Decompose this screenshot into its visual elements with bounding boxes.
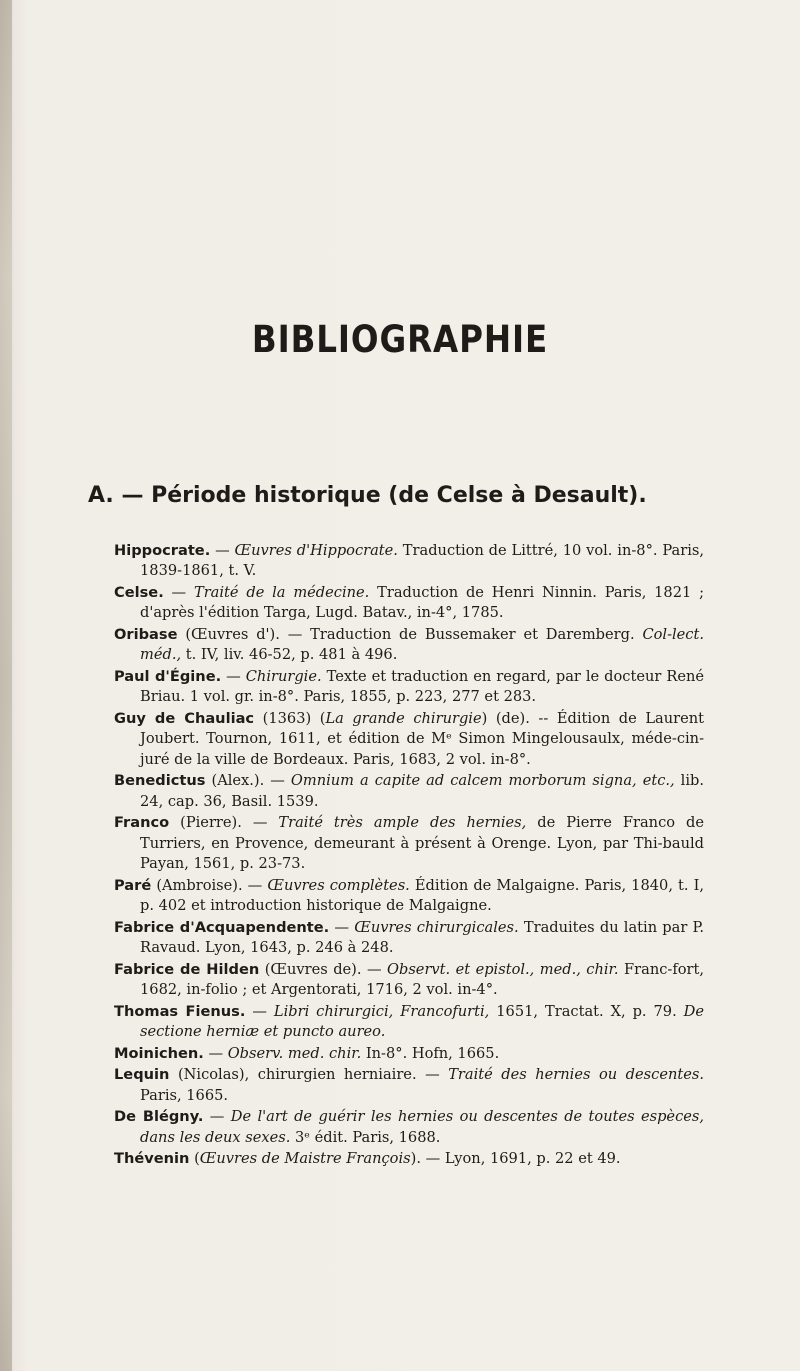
entry-work-title: Œuvres chirurgicales. [354, 918, 519, 936]
entry-work-title: Libri chirurgici, Francofurti, [273, 1002, 490, 1020]
entry-author: Paul d'Égine. [114, 668, 222, 685]
entry-work-title: La grande chirurgie [325, 710, 482, 727]
bibliography-entry [114, 1002, 704, 1043]
entry-text: ) (de). -- Édition de Laurent Joubert. Tournon, 1611, et édition de Mᵉ Simon Mingelousaulx, méde-cin-juré de la ville de Bordeaux. Paris, 1683, 2 vol. in-8°. [140, 710, 704, 768]
entry-text: Édition de Malgaigne. Paris, 1840, t. I, p. 402 et introduction historique de Malgaigne. [140, 876, 704, 915]
entry-work-title: Observt. et epistol., med., chir. [387, 960, 619, 978]
entry-text: In-8°. Hofn, 1665. [361, 1044, 500, 1062]
entry-work-title: Col-lect. méd., [140, 626, 704, 664]
bibliography-entry [114, 876, 704, 917]
entry-text: — [163, 584, 194, 601]
entry-text: — [221, 668, 246, 685]
entry-author: Benedictus [114, 772, 206, 790]
entry-text: (Alex.). — [205, 772, 291, 790]
bibliography-entry [114, 813, 704, 874]
bibliography-entry [114, 709, 704, 770]
entry-author: De Blégny. [114, 1108, 204, 1126]
bibliography-entry [114, 918, 704, 959]
entry-author: Paré [114, 876, 152, 894]
entry-work-title: Traité très ample des hernies, [278, 814, 527, 832]
entry-work-title: Œuvres de Maistre François [199, 1150, 411, 1168]
entry-text: (Nicolas), chirurgien herniaire. — [169, 1066, 449, 1084]
page-title: BIBLIOGRAPHIE [251, 318, 549, 361]
bibliography-list [114, 541, 704, 1171]
entry-text: Traduction de Littré, 10 vol. in-8°. Paris, 1839-1861, t. V. [140, 542, 704, 580]
entry-work-title: Observ. med. chir. [227, 1044, 362, 1062]
entry-text: (Pierre). — [169, 814, 279, 832]
entry-text: t. IV, liv. 46-52, p. 481 à 496. [181, 646, 398, 664]
entry-work-title: De l'art de guérir les hernies ou descentes de toutes espèces, dans les deux sexes. [140, 1108, 705, 1146]
entry-text: — [203, 1044, 228, 1062]
entry-text: (1363) ( [254, 710, 326, 727]
entry-author: Moinichen. [114, 1044, 204, 1062]
bibliography-entry [114, 960, 704, 1001]
entry-author: Thomas Fienus. [114, 1002, 246, 1020]
entry-text: (Ambroise). — [151, 876, 268, 894]
entry-author: Lequin [114, 1066, 170, 1084]
bibliography-entry [114, 1065, 704, 1106]
section-heading: A. — Période historique (de Celse à Desault). [88, 483, 647, 508]
entry-text: 3ᵉ édit. Paris, 1688. [290, 1128, 441, 1146]
bibliography-entry [114, 541, 704, 582]
entry-work-title: De sectione herniæ et puncto aureo. [140, 1002, 705, 1041]
entry-text: Traduction de Henri Ninnin. Paris, 1821 ; d'après l'édition Targa, Lugd. Batav., in-4°, 1785. [140, 584, 705, 622]
bibliography-entry [114, 1149, 704, 1169]
entry-text: — [203, 1108, 231, 1126]
entry-work-title: Omnium a capite ad calcem morborum signa, etc., [290, 772, 675, 790]
entry-author: Thévenin [114, 1150, 190, 1168]
entry-text: 1651, Tractat. X, p. 79. [489, 1002, 684, 1020]
entry-text: (Œuvres d'). — Traduction de Bussemaker et Daremberg. [177, 626, 643, 643]
entry-work-title: Traité des hernies ou descentes. [448, 1066, 704, 1084]
entry-text: — [245, 1002, 274, 1020]
entry-work-title: Œuvres d'Hippocrate. [234, 542, 398, 559]
entry-author: Hippocrate. [114, 542, 211, 559]
entry-text: Franc-fort, 1682, in-folio ; et Argentorati, 1716, 2 vol. in-4°. [140, 960, 704, 999]
entry-text: Traduites du latin par P. Ravaud. Lyon, 1643, p. 246 à 248. [140, 918, 705, 957]
bibliography-entry [114, 667, 704, 708]
entry-text: Paris, 1665. [140, 1086, 229, 1104]
entry-text: lib. 24, cap. 36, Basil. 1539. [140, 772, 705, 810]
entry-text: de Pierre Franco de Turriers, en Provence, demeurant à présent à Orenge. Lyon, par Thi-bauld Payan, 1561, p. 23-73. [140, 814, 704, 873]
entry-work-title: Traité de la médecine. [193, 584, 370, 601]
bibliography-entry [114, 625, 704, 666]
entry-text: ( [189, 1150, 200, 1168]
bibliography-entry [114, 771, 704, 812]
bibliography-entry [114, 583, 704, 624]
entry-author: Fabrice d'Acquapendente. [114, 918, 330, 936]
entry-author: Franco [114, 814, 170, 832]
entry-text: — [210, 542, 235, 559]
entry-text: — [329, 918, 355, 936]
entry-text: (Œuvres de). — [259, 960, 388, 978]
entry-text: ). — Lyon, 1691, p. 22 et 49. [410, 1150, 621, 1168]
bibliography-entry [114, 1044, 704, 1064]
entry-author: Guy de Chauliac [114, 710, 255, 727]
entry-text: Texte et traduction en regard, par le docteur René Briau. 1 vol. gr. in-8°. Paris, 1855, p. 223, 277 et 283. [140, 668, 705, 706]
page-gutter [0, 0, 12, 1371]
entry-work-title: Œuvres complètes. [267, 876, 410, 894]
entry-work-title: Chirurgie. [245, 668, 322, 685]
entry-author: Oribase [114, 626, 178, 643]
entry-author: Celse. [114, 584, 164, 601]
bibliography-entry [114, 1107, 704, 1148]
entry-author: Fabrice de Hilden [114, 960, 260, 978]
